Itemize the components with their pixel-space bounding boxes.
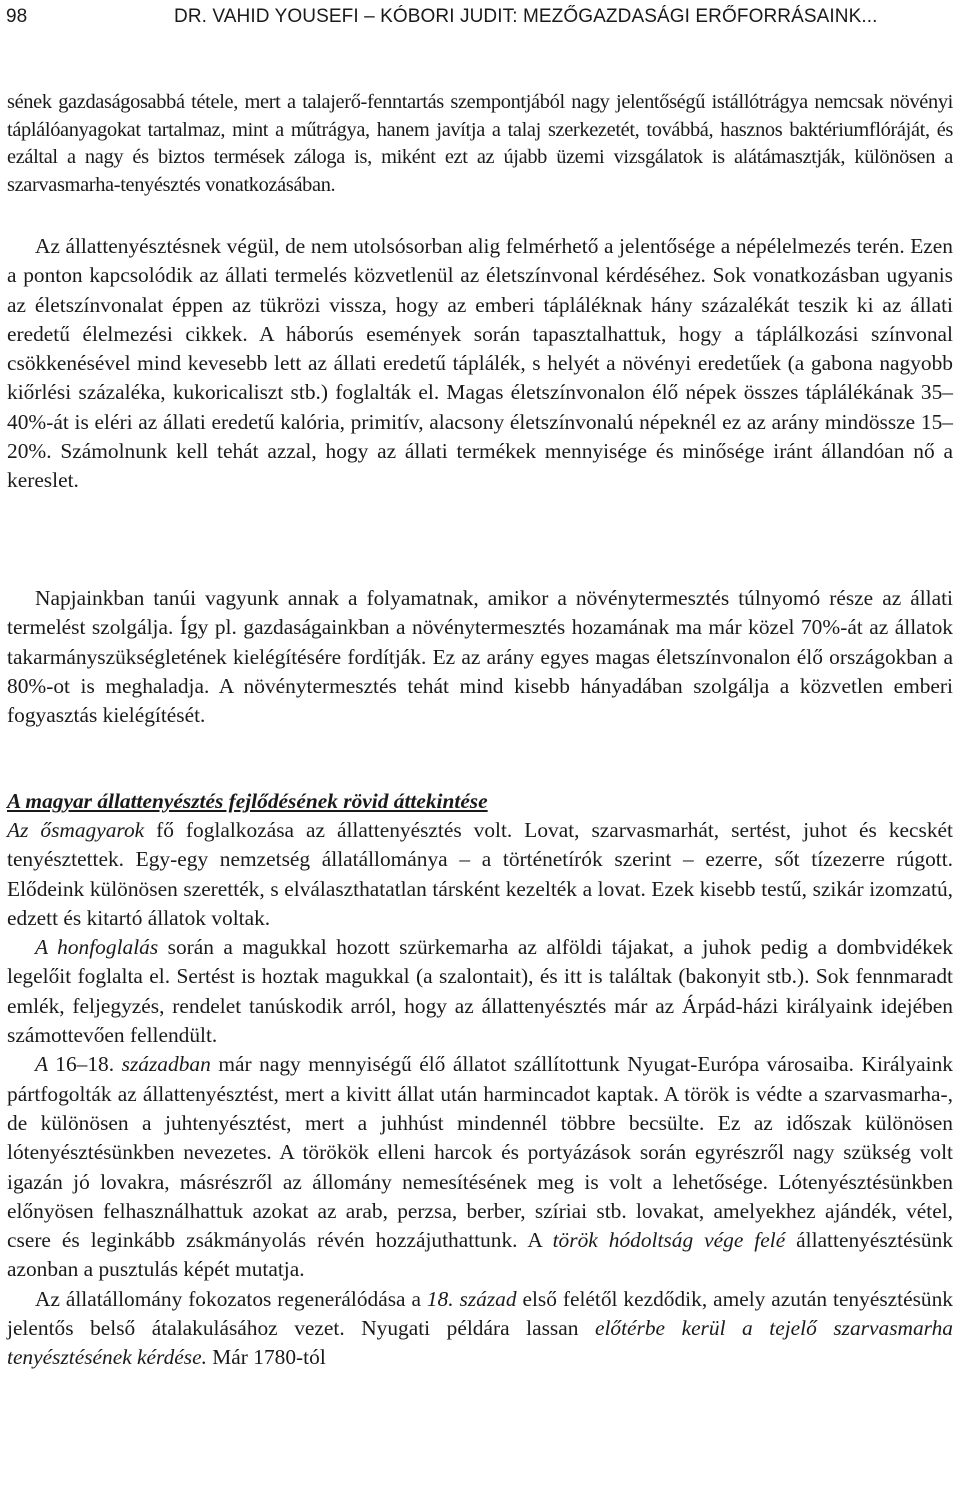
emphasis: században: [114, 1052, 211, 1077]
running-title: DR. VAHID YOUSEFI – KÓBORI JUDIT: MEZŐGAZDASÁGI ERŐFORRÁSAINK...: [174, 6, 878, 27]
paragraph-text: első felétől kezdődik, amely azután tenyésztésünk jelentős belső átalakulásához vezet. Nyugati példára lassan: [7, 1286, 953, 1341]
paragraph-text: sének gazdaságosabbá tétele, mert a talajerő-fenntartás szempontjából nagy jelentőségű istállótrágya nemcsak növényi táplálóanyagokat tartalmaz, mint a műtrágya, hanem javítja a talaj szerkezetét, továbbá, hasznos baktériumflóráját, és ezáltal a nagy és biztos termések záloga is, miként ezt az újabb üzemi vizsgálatok is alátámasztják, különösen a szarvasmarha-tenyésztés vonatkozásában.: [7, 91, 953, 196]
paragraph-text: fő foglalkozása az állattenyésztés volt. Lovat, szarvasmarhát, sertést, juhot és kecskét tenyésztettek. Egy-egy nemzetség állatállománya – a történetírók szerint – ezerre, sőt tízezerre rúgott. Elődeink különösen szerették, s elválaszthatatlan társként kezelték a lovat. Ezek kisebb testű, szikár izomzatú, edzett és kitartó állatok voltak.: [7, 818, 953, 930]
paragraph-nutrition: [7, 232, 953, 496]
paragraph-text: Napjainkban tanúi vagyunk annak a folyamatnak, amikor a növénytermesztés túlnyomó része az állati termelést szolgálja. Így pl. gazdaságainkban a növénytermesztés hozamának ma már közel 70%-át az állatok takarmányszükségletének kielégítésére fordítják. Ez az arány egyes magas életszínvonalon élő országokban a 80%-ot is meghaladja. A növénytermesztés tehát mind kisebb hányadában szolgálja a közvetlen emberi fogyasztás kielégítését.: [7, 586, 953, 728]
paragraph-ancient-hungarians: [7, 816, 953, 933]
emphasis: török hódoltság vége felé: [552, 1228, 786, 1253]
paragraph-crop-production: [7, 584, 953, 730]
paragraph-text: során a magukkal hozott szürkemarha az alföldi tájakat, a juhok pedig a dombvidékek legelőit foglalta el. Sertést is hoztak magukkal (a szalontait), és itt is találtak (bakonyit stb.). Sok fennmaradt emlék, feljegyzés, rendelet tanúskodik arról, hogy az állattenyésztés már az Árpád-házi királyaink idejében számottevően fellendült.: [7, 935, 953, 1048]
emphasis: 18. század: [426, 1286, 517, 1311]
paragraph-continuation: [7, 89, 953, 199]
paragraph-16-18-century: [7, 1050, 953, 1284]
paragraph-18-century: [7, 1285, 953, 1373]
emphasis: A: [35, 1052, 56, 1077]
paragraph-text: már nagy mennyiségű élő állatot szállítottunk Nyugat-Európa városaiba. Királyaink pártfogolták az állattenyésztést, mert a kivitt állat után harmincadot kaptak. A török is védte a szarvasmarha-, de különösen a juhtenyésztést, mert a juhhúst mindennél többre becsülte. Ez az időszak különösen lótenyésztésünkben nevezetes. A törökök elleni harcok és portyázások során egyrészről nagy szükség volt igazán jó lovakra, másrészről az állomány nemesítésének meg is volt a lehetősége. Lótenyésztésünkben előnyösen felhasználhattuk azokat az arab, perzsa, berber, szíriai stb. lovakat, amelyekhez ajándék, vétel, csere és leginkább zsákmányolás révén hozzájuthattunk. A: [7, 1052, 953, 1253]
emphasis: A honfoglalás: [35, 935, 159, 960]
paragraph-text: Már 1780-tól: [206, 1345, 326, 1370]
page-number: 98: [6, 6, 28, 27]
paragraph-text: Az állattenyésztésnek végül, de nem utolsósorban alig felmérhető a jelentősége a népélelmezés terén. Ezen a ponton kapcsolódik az állati termelés közvetlenül az életszínvonal kérdéséhez. Sok vonatkozásban ugyanis az életszínvonalat éppen az tükrözi vissza, hogy az emberi tápláléknak hány százalékát teszik ki az állati eredetű élelmezési cikkek. A háborús események során tapasztalhattuk, hogy a táplálkozási színvonal csökkenésével mind kevesebb lett az állati eredetű táplálék, s helyét a növényi eredetűek (a gabona nagyobb kiőrlési százaléka, kukoricaliszt stb.) foglalták el. Magas életszínvonalon élő népek összes táplálékának 35–40%-át is eléri az állati eredetű kalória, primitív, alacsony életszínvonalú népeknél ez az arány mindössze 15–20%. Számolnunk kell tehát azzal, hogy az állati termékek mennyisége és minősége iránt állandóan nő a kereslet.: [7, 234, 953, 493]
page-header: [6, 6, 954, 34]
emphasis: előtérbe kerül a tejelő szarvasmarha tenyésztésének kérdése.: [7, 1316, 953, 1370]
section-history: [7, 787, 953, 1373]
century-range: 16–18.: [55, 1052, 115, 1077]
paragraph-text: állattenyésztésünk azonban a pusztulás képét mutatja.: [7, 1228, 953, 1282]
section-heading: A magyar állattenyésztés fejlődésének rövid áttekintése: [7, 789, 488, 813]
paragraph-conquest: [7, 933, 953, 1050]
paragraph-text: Az állatállomány fokozatos regenerálódása a: [35, 1286, 427, 1311]
emphasis: Az ősmagyarok: [7, 818, 145, 842]
